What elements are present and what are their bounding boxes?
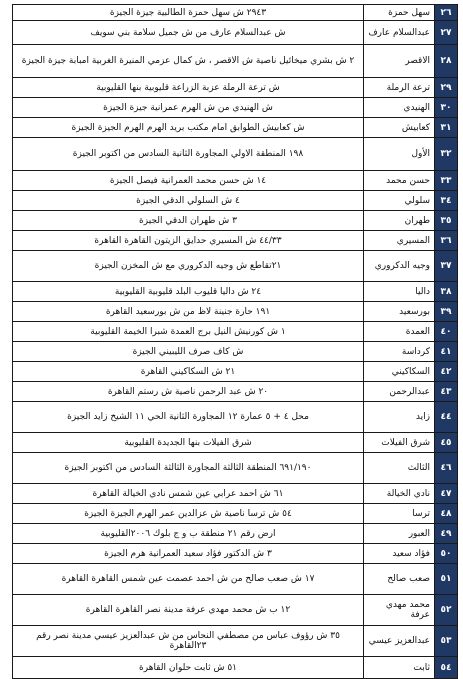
branch-address: ش الهنيدي من ش الهرم عمرانية جيزة الجيزة bbox=[13, 98, 364, 118]
branch-address: ٣ ش طهران الدقي الجيزة bbox=[13, 211, 364, 231]
row-number: ٣٩ bbox=[435, 302, 458, 322]
table-row bbox=[13, 484, 458, 504]
table-row bbox=[13, 433, 458, 453]
table-row bbox=[13, 118, 458, 138]
branch-name: ثابت bbox=[364, 657, 435, 679]
branch-address: ٢١ ش السكاكيني القاهرة bbox=[13, 362, 364, 382]
table-row bbox=[13, 322, 458, 342]
branch-name: سلولي bbox=[364, 191, 435, 211]
row-number: ٥٢ bbox=[435, 595, 458, 626]
branch-address: ش ترعة الرملة عزبة الزراعة قليوبية بنها القليوبية bbox=[13, 78, 364, 98]
row-number: ٣٢ bbox=[435, 138, 458, 171]
table-row bbox=[13, 231, 458, 251]
branch-address: ش عبدالسلام عارف من ش جميل سلامة بني سويف bbox=[13, 21, 364, 45]
branch-name: عبدالعزيز عيسي bbox=[364, 626, 435, 657]
branch-address: ٦١ ش احمد عرابي عين شمس نادي الخيالة القاهرة bbox=[13, 484, 364, 504]
branch-name: عبدالسلام عارف bbox=[364, 21, 435, 45]
branch-address: ١٤ ش حسن محمد العمرانية فيصل الجيزة bbox=[13, 171, 364, 191]
table-row bbox=[13, 302, 458, 322]
row-number: ٢٨ bbox=[435, 45, 458, 78]
row-number: ٣٣ bbox=[435, 171, 458, 191]
row-number: ٤٢ bbox=[435, 362, 458, 382]
row-number: ٤٩ bbox=[435, 524, 458, 544]
branch-name: سهل حمزة bbox=[364, 5, 435, 21]
branch-name: فؤاد سعيد bbox=[364, 544, 435, 564]
table-row bbox=[13, 342, 458, 362]
branch-address: ١٩١ حارة جنينة لاظ من ش بورسعيد القاهرة bbox=[13, 302, 364, 322]
branch-address: ٥١ ش ثابت حلوان القاهرة bbox=[13, 657, 364, 679]
branch-address: شرق الفيلات بنها الجديدة القليوبية bbox=[13, 433, 364, 453]
branch-name: بورسعيد bbox=[364, 302, 435, 322]
branch-address: ٢ ش بشري ميخائيل ناصية ش الاقصر ، ش كمال عزمي المنيرة الغربية امبابة جيزة الجيزة bbox=[13, 45, 364, 78]
branch-address: ٥٤ ش ترسا ناصية ش عزالدين عمر الهرم الجيزة الجيزة bbox=[13, 504, 364, 524]
branch-name: شرق الفيلات bbox=[364, 433, 435, 453]
branch-address: ارض رقم ٢١ منطقة ب و ج بلوك ٢٠٠٦القليوبية bbox=[13, 524, 364, 544]
table-row bbox=[13, 453, 458, 484]
branch-address: ٢١تقاطع ش وجيه الدكروري مع ش المخزن الجيزة bbox=[13, 251, 364, 282]
row-number: ٣٤ bbox=[435, 191, 458, 211]
table-row bbox=[13, 21, 458, 45]
branch-name: طهران bbox=[364, 211, 435, 231]
branch-name: العبور bbox=[364, 524, 435, 544]
table-row bbox=[13, 564, 458, 595]
branch-name: الأول bbox=[364, 138, 435, 171]
table-row bbox=[13, 544, 458, 564]
branch-address: ش كاف صرف الليبيني الجيزة bbox=[13, 342, 364, 362]
row-number: ٥٤ bbox=[435, 657, 458, 679]
table-row bbox=[13, 524, 458, 544]
row-number: ٤١ bbox=[435, 342, 458, 362]
branch-address: ٤ ش السلولي الدقي الجيزة bbox=[13, 191, 364, 211]
table-row bbox=[13, 171, 458, 191]
row-number: ٤٨ bbox=[435, 504, 458, 524]
branch-name: داليا bbox=[364, 282, 435, 302]
branch-address: ١٧ ش صعب صالح من ش احمد عصمت عين شمس القاهرة القاهرة bbox=[13, 564, 364, 595]
branch-name: ترسا bbox=[364, 504, 435, 524]
table-row bbox=[13, 191, 458, 211]
branch-name: الهنيدي bbox=[364, 98, 435, 118]
branch-name: عبدالرحمن bbox=[364, 382, 435, 402]
row-number: ٤٣ bbox=[435, 382, 458, 402]
branch-address: ٤٤/٣٣ ش المسيري حدايق الزيتون القاهرة القاهرة bbox=[13, 231, 364, 251]
branch-name: زايد bbox=[364, 402, 435, 433]
row-number: ٥٣ bbox=[435, 626, 458, 657]
table-row bbox=[13, 211, 458, 231]
table-row bbox=[13, 78, 458, 98]
row-number: ٢٩ bbox=[435, 78, 458, 98]
row-number: ٢٦ bbox=[435, 5, 458, 21]
branch-name: الاقصر bbox=[364, 45, 435, 78]
branch-address: ٢٤ ش داليا قليوب البلد قليوبية القليوبية bbox=[13, 282, 364, 302]
table-row bbox=[13, 251, 458, 282]
branch-address: ١ ش كورنيش النيل برج العمدة شبرا الخيمة القليوبية bbox=[13, 322, 364, 342]
branch-address: ٣٥ ش رؤوف عباس من مصطفي النحاس من ش عبدالعزيز عيسي مدينة نصر رقم ٢٣القاهرة bbox=[13, 626, 364, 657]
branch-name: وجيه الدكروري bbox=[364, 251, 435, 282]
row-number: ٣١ bbox=[435, 118, 458, 138]
row-number: ٤٥ bbox=[435, 433, 458, 453]
table-row bbox=[13, 504, 458, 524]
branch-name: صعب صالح bbox=[364, 564, 435, 595]
row-number: ٣٥ bbox=[435, 211, 458, 231]
branch-address: ٣ ش الدكتور فؤاد سعيد العمرانية هرم الجيزة bbox=[13, 544, 364, 564]
row-number: ٣٦ bbox=[435, 231, 458, 251]
branch-name: محمد مهدي عرفة bbox=[364, 595, 435, 626]
branch-address: ش كعابيش الطوابق امام مكتب بريد الهرم الهرم الجيزة الجيزة bbox=[13, 118, 364, 138]
table-row bbox=[13, 657, 458, 679]
table-row bbox=[13, 5, 458, 21]
table-body bbox=[13, 5, 458, 679]
branch-address: ١٩٨ المنطقة الاولي المجاورة الثانية السادس من اكتوبر الجيزة bbox=[13, 138, 364, 171]
row-number: ٣٨ bbox=[435, 282, 458, 302]
table-row bbox=[13, 138, 458, 171]
branch-address: ١٢ ب ش محمد مهدي عرفة مدينة نصر القاهرة القاهرة bbox=[13, 595, 364, 626]
row-number: ٢٧ bbox=[435, 21, 458, 45]
row-number: ٥١ bbox=[435, 564, 458, 595]
branch-address-table bbox=[12, 4, 458, 679]
branch-name: المسيري bbox=[364, 231, 435, 251]
table-row bbox=[13, 402, 458, 433]
branch-name: السكاكيني bbox=[364, 362, 435, 382]
row-number: ٤٤ bbox=[435, 402, 458, 433]
branch-name: العمدة bbox=[364, 322, 435, 342]
table-row bbox=[13, 45, 458, 78]
branch-address: ٢٩٤٣ ش سهل حمزة الطالبية جيزة الجيزة bbox=[13, 5, 364, 21]
row-number: ٤٧ bbox=[435, 484, 458, 504]
table-row bbox=[13, 595, 458, 626]
table-row bbox=[13, 282, 458, 302]
branch-name: نادي الخيالة bbox=[364, 484, 435, 504]
row-number: ٤٦ bbox=[435, 453, 458, 484]
row-number: ٤٠ bbox=[435, 322, 458, 342]
table-row bbox=[13, 98, 458, 118]
branch-name: الثالث bbox=[364, 453, 435, 484]
table-row bbox=[13, 626, 458, 657]
branch-name: ترعة الرملة bbox=[364, 78, 435, 98]
table-row bbox=[13, 382, 458, 402]
branch-address: ٦٩١/١٩٠ المنطقة الثالثة المجاورة الثالثة السادس من اكتوبر الجيزة bbox=[13, 453, 364, 484]
branch-address: ٢٠ ش عبد الرحمن ناصية ش رستم القاهرة bbox=[13, 382, 364, 402]
branch-name: حسن محمد bbox=[364, 171, 435, 191]
branch-name: كعابيش bbox=[364, 118, 435, 138]
branch-address: محل ٤ + ٥ عمارة ١٢ المجاورة الثانية الحي ١١ الشيخ زايد الجيزة bbox=[13, 402, 364, 433]
table-row bbox=[13, 362, 458, 382]
row-number: ٣٠ bbox=[435, 98, 458, 118]
branch-name: كرداسة bbox=[364, 342, 435, 362]
row-number: ٣٧ bbox=[435, 251, 458, 282]
row-number: ٥٠ bbox=[435, 544, 458, 564]
